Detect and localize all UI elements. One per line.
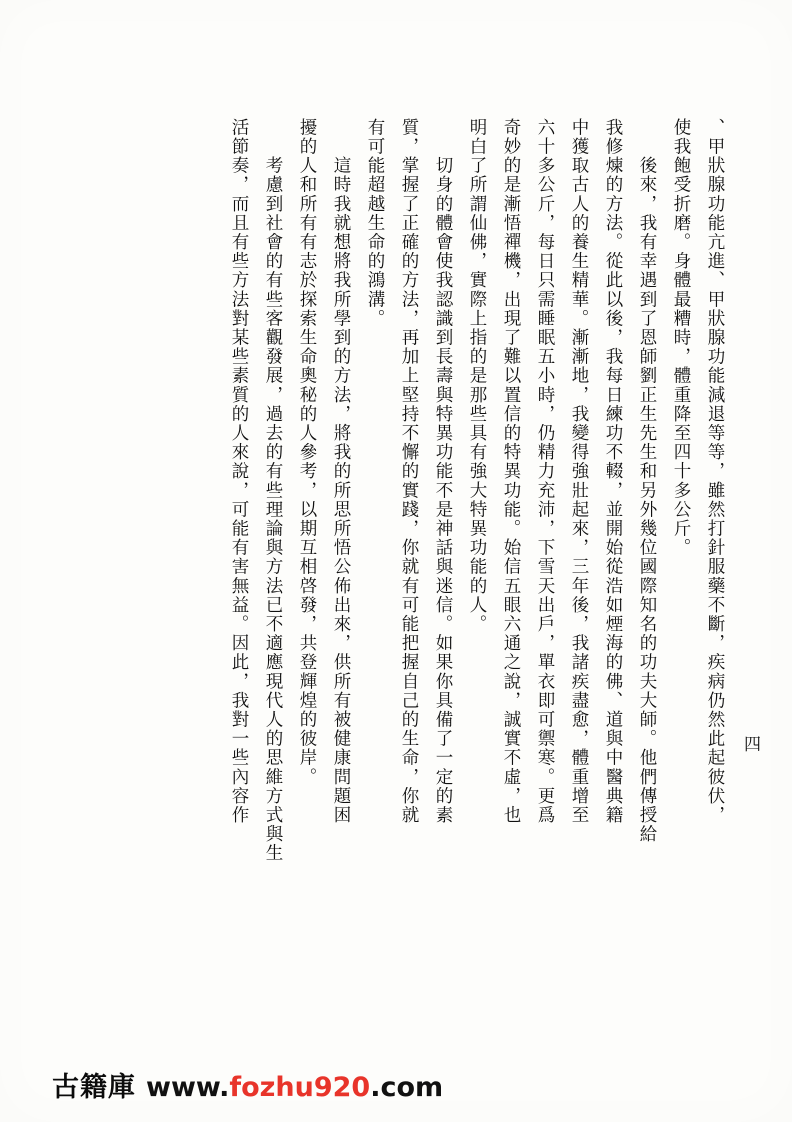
text-column: 這時我就想將我所學到的方法，將我的所思所悟公佈出來，供所有被健康問題困	[331, 118, 351, 825]
text-column: 切身的體會使我認識到長壽與特異功能不是神話與迷信。如果你具備了一定的素	[433, 118, 453, 825]
watermark-footer	[52, 1065, 443, 1104]
vertical-text-block	[80, 118, 732, 928]
url-suffix: .com	[370, 1072, 444, 1103]
text-column: 、甲狀腺功能亢進、甲狀腺功能減退等等，雖然打針服藥不斷，疾病仍然此起彼伏，	[705, 118, 725, 825]
text-column: 六十多公斤，每日只需睡眠五小時，仍精力充沛，下雪天出戶，單衣即可禦寒。更爲	[535, 118, 555, 825]
site-url-label	[146, 1072, 443, 1103]
text-column: 質，掌握了正確的方法，再加上堅持不懈的實踐，你就有可能把握自己的生命，你就	[399, 118, 419, 825]
text-column: 我修煉的方法。從此以後，我每日練功不輟，並開始從浩如煙海的佛、道與中醫典籍	[603, 118, 623, 825]
text-column: 有可能超越生命的鴻溝。	[365, 118, 385, 329]
text-column: 使我飽受折磨。身體最糟時，體重降至四十多公斤。	[671, 118, 691, 558]
site-name-label: 古籍庫	[52, 1072, 136, 1103]
text-column: 考慮到社會的有些客觀發展，過去的有些理論與方法已不適應現代人的思維方式與生	[263, 118, 283, 863]
text-column: 擾的人和所有有志於探索生命奧秘的人參考，以期互相啓發，共登輝煌的彼岸。	[297, 118, 317, 787]
text-column: 中獲取古人的養生精華。漸漸地，我變得強壯起來，三年後，我諸疾盡愈，體重增至	[569, 118, 589, 825]
text-column: 後來，我有幸遇到了恩師劉正生先生和另外幾位國際知名的功夫大師。他們傳授給	[637, 118, 657, 844]
text-column: 明白了所謂仙佛，實際上指的是那些具有強大特異功能的人。	[467, 118, 487, 634]
page-number: 四	[740, 735, 760, 752]
url-prefix: www.	[146, 1072, 230, 1103]
text-column: 奇妙的是漸悟禪機，出現了難以置信的特異功能。始信五眼六通之說，誠實不虛，也	[501, 118, 521, 825]
url-highlight: fozhu920	[229, 1072, 371, 1103]
text-column: 活節奏，而且有些方法對某些素質的人來說，可能有害無益。因此，我對一些內容作	[229, 118, 249, 825]
